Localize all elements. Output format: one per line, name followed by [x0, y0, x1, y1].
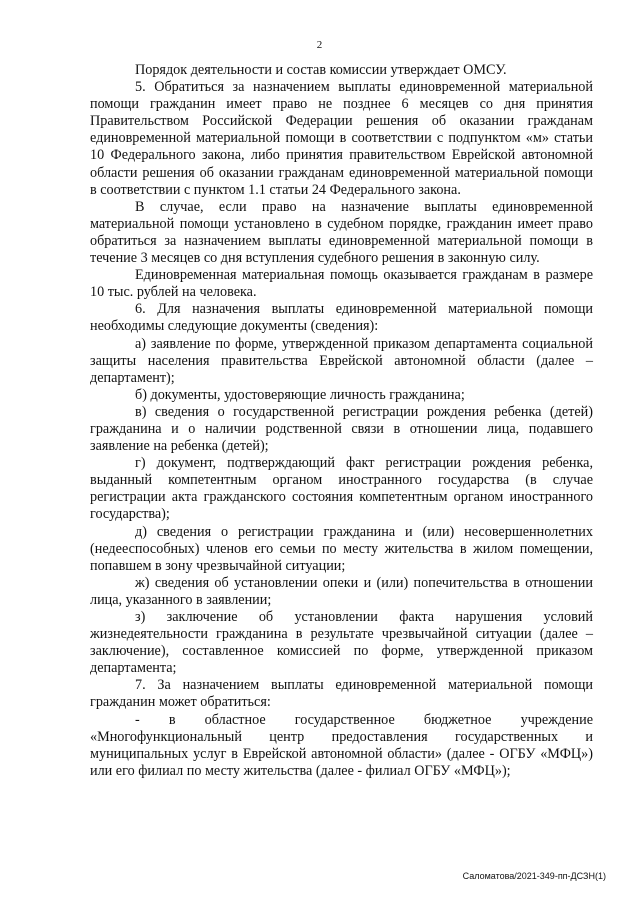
- list-item-mfc: - в областное государственное бюджетное учреждение «Многофункциональный центр предоставления государственных и муниципальных услуг в Еврейской автономной области» (далее - ОГБУ «МФЦ») или его филиал по месту жительства (далее - филиал ОГБУ «МФЦ»);: [90, 711, 593, 779]
- list-item-d: д) сведения о регистрации гражданина и (или) несовершеннолетних (недееспособных) членов его семьи по месту жительства в жилом помещении, попавшем в зону чрезвычайной ситуации;: [90, 523, 593, 574]
- paragraph-5-application-deadline: 5. Обратиться за назначением выплаты единовременной материальной помощи гражданин имеет право не позднее 6 месяцев со дня принятия Правительством Российской Федерации решения об оказании гражданам единовременной материальной помощи в соответствии с подпунктом «м» статьи 10 Федерального закона, либо принятия правительством Еврейской автономной области решения об оказании гражданам единовременной материальной помощи в соответствии с пунктом 1.1 статьи 24 Федерального закона.: [90, 79, 593, 198]
- paragraph-court-decision: В случае, если право на назначение выплаты единовременной материальной помощи установлено в судебном порядке, гражданин имеет право обратиться за назначением выплаты единовременной материальной помощи в течение 3 месяцев со дня вступления судебного решения в законную силу.: [90, 198, 593, 267]
- paragraph-6-required-documents: 6. Для назначения выплаты единовременной материальной помощи необходимы следующие документы (сведения):: [90, 301, 593, 335]
- paragraph-7-where-to-apply: 7. За назначением выплаты единовременной материальной помощи гражданин может обратиться:: [90, 677, 593, 711]
- list-item-z: з) заключение об установлении факта нарушения условий жизнедеятельности гражданина в результате чрезвычайной ситуации (далее – заключение), составленное комиссией по форме, утвержденной приказом департамента;: [90, 609, 593, 677]
- document-code: Саломатова/2021-349-пп-ДСЗН(1): [462, 871, 606, 881]
- list-item-zh: ж) сведения об установлении опеки и (или) попечительства в отношении лица, указанного в заявлении;: [90, 574, 593, 608]
- page-number: 2: [316, 39, 323, 51]
- paragraph-commission-order: Порядок деятельности и состав комиссии утверждает ОМСУ.: [135, 62, 507, 78]
- list-item-v: в) сведения о государственной регистрации рождения ребенка (детей) гражданина и о наличии родственной связи в отношении лица, подавшего заявление на ребенка (детей);: [90, 403, 593, 455]
- list-item-b: б) документы, удостоверяющие личность гражданина;: [135, 386, 465, 403]
- list-item-g: г) документ, подтверждающий факт регистрации рождения ребенка, выданный компетентным органом иностранного государства (в случае регистрации акта гражданского состояния компетентным органом иностранного государства);: [90, 455, 593, 523]
- document-body: [90, 62, 593, 780]
- list-item-a: а) заявление по форме, утвержденной приказом департамента социальной защиты населения правительства Еврейской автономной области (далее – департамент);: [90, 335, 593, 386]
- paragraph-aid-amount: Единовременная материальная помощь оказывается гражданам в размере 10 тыс. рублей на человека.: [90, 267, 593, 301]
